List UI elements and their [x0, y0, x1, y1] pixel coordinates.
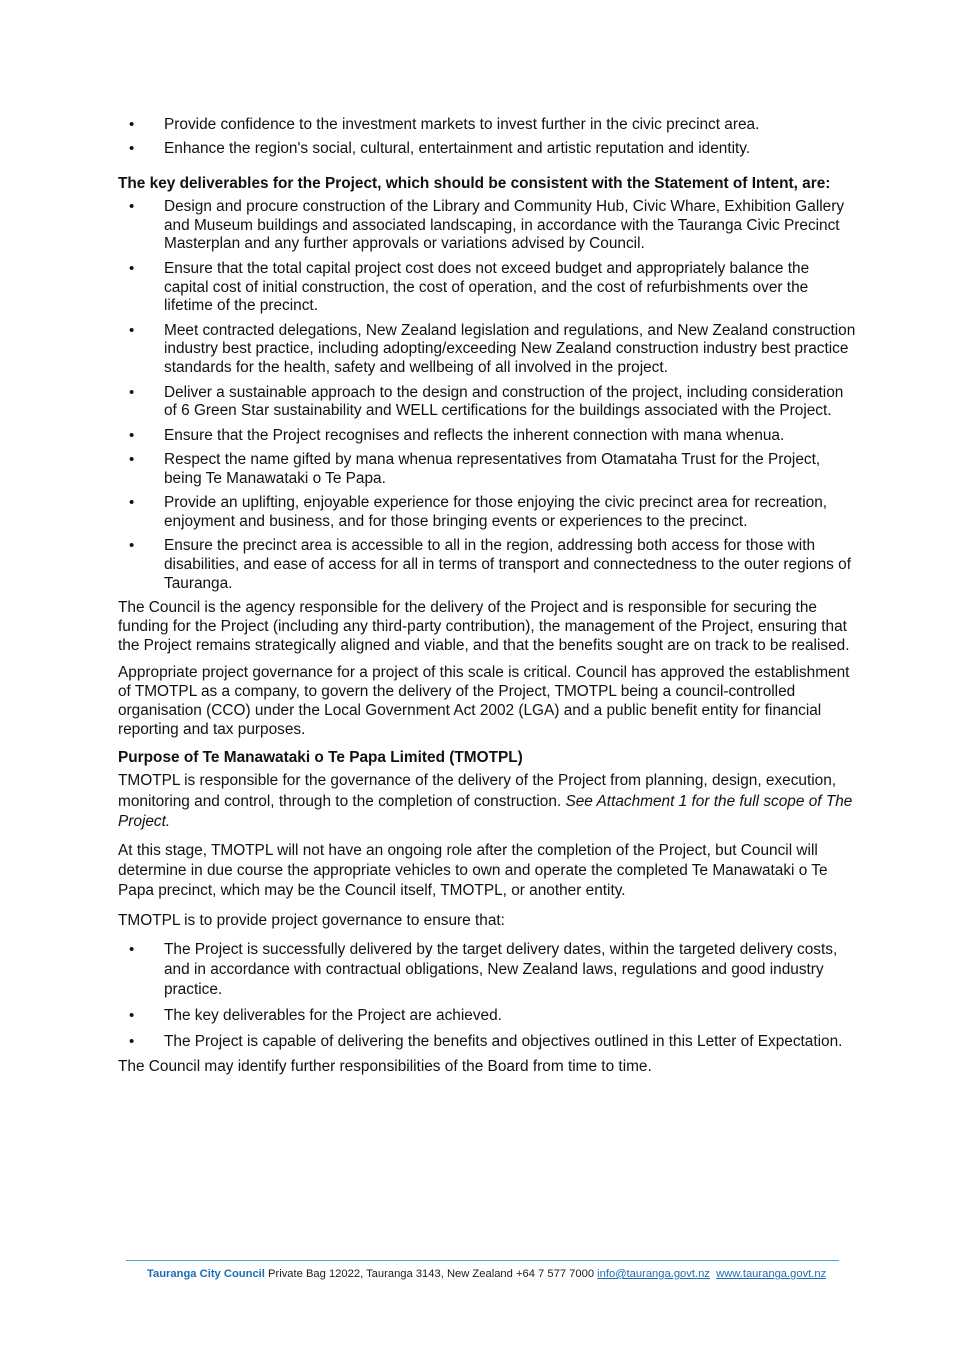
- list-item: • The key deliverables for the Project are achieved.: [118, 1006, 856, 1026]
- footer-address: Private Bag 12022, Tauranga 3143, New Zealand +64 7 577 7000: [268, 1268, 595, 1280]
- bullet-icon: •: [129, 1032, 135, 1050]
- page-footer: [147, 1268, 867, 1280]
- bullet-icon: •: [129, 426, 135, 444]
- list-item: • Ensure that the total capital project cost does not exceed budget and appropriately balance the capital cost of initial construction, the cost of operation, and the cost of refurbishments over the lifetime of the precinct.: [129, 259, 810, 315]
- footer-email-link[interactable]: info@tauranga.govt.nz: [597, 1268, 710, 1280]
- stage-paragraph: At this stage, TMOTPL will not have an ongoing role after the completion of the Project, but Council will determine in due course the appropriate vehicles to own and operate the completed Te Manawataki o Te Papa precinct, which may be the Council itself, TMOTPL, or another entity.: [118, 842, 828, 900]
- list-item: • Deliver a sustainable approach to the design and construction of the project, including consideration of 6 Green Star sustainability and WELL certifications for the buildings associated with the Project.: [129, 383, 844, 420]
- list-item: • Ensure the precinct area is accessible to all in the region, addressing both access for those with disabilities, and ease of access for all in terms of transport and connectedness to the outer regions of Tauranga.: [129, 537, 851, 592]
- ensure-bullet-list: [118, 940, 856, 1052]
- bullet-icon: •: [129, 1006, 135, 1024]
- bullet-icon: •: [129, 940, 135, 958]
- bullet-icon: •: [129, 197, 135, 215]
- list-item: • The Project is successfully delivered by the target delivery dates, within the targeted delivery costs, and in accordance with contractual obligations, New Zealand laws, regulations and good industry practice.: [129, 940, 838, 999]
- list-item: • Provide confidence to the investment markets to invest further in the civic precinct area.: [129, 116, 760, 133]
- deliverables-bullet-list: [118, 198, 856, 594]
- footer-org-name: Tauranga City Council: [147, 1268, 265, 1280]
- bullet-icon: •: [129, 259, 135, 277]
- intro-bullet-list: [118, 116, 856, 159]
- deliverables-heading: The key deliverables for the Project, which should be consistent with the Statement of Intent, are:: [118, 175, 831, 193]
- list-item: • Meet contracted delegations, New Zealand legislation and regulations, and New Zealand construction industry best practice, including adopting/exceeding New Zealand construction industry best practice standards for the health, safety and wellbeing of all involved in the project.: [129, 321, 856, 377]
- list-item: • Respect the name gifted by mana whenua representatives from Otamataha Trust for the Project, being Te Manawataki o Te Papa.: [129, 450, 821, 487]
- list-item: • Design and procure construction of the Library and Community Hub, Civic Whare, Exhibition Gallery and Museum buildings and associated landscaping, in accordance with the Tauranga Civic Precinct Masterplan and any further approvals or variations advised by Council.: [129, 197, 845, 253]
- bullet-icon: •: [129, 537, 135, 555]
- attachment-reference: See Attachment 1 for the full scope of The Project.: [118, 792, 853, 830]
- purpose-paragraph: TMOTPL is responsible for the governance of the delivery of the Project from planning, design, execution, monitoring and control, through to the completion of construction. See Attachment 1 for the full scope of The Project.: [118, 772, 853, 830]
- list-item: • The Project is capable of delivering the benefits and objectives outlined in this Letter of Expectation.: [118, 1032, 856, 1052]
- bullet-icon: •: [129, 116, 135, 133]
- list-item: • Enhance the region's social, cultural, entertainment and artistic reputation and identity.: [129, 140, 751, 158]
- purpose-heading: Purpose of Te Manawataki o Te Papa Limited (TMOTPL): [118, 748, 523, 766]
- document-body: [118, 116, 856, 1087]
- list-item: • Provide an uplifting, enjoyable experience for those enjoying the civic precinct area for recreation, enjoyment and business, and for those bringing events or experiences to the precinct.: [129, 494, 828, 530]
- list-item: • Ensure that the Project recognises and reflects the inherent connection with mana whenua.: [129, 426, 785, 444]
- bullet-icon: •: [129, 383, 135, 401]
- bullet-icon: •: [129, 140, 135, 158]
- ensure-paragraph: TMOTPL is to provide project governance to ensure that:: [118, 911, 505, 929]
- governance-paragraph: Appropriate project governance for a project of this scale is critical. Council has approved the establishment of TMOTPL as a company, to govern the delivery of the Project, TMOTPL being a council-controlled organisation (CCO) under the Local Government Act 2002 (LGA) and a public benefit entity for financial reporting and tax purposes.: [118, 664, 850, 738]
- bullet-icon: •: [129, 321, 135, 339]
- bullet-icon: •: [129, 450, 135, 468]
- footer-website-link[interactable]: www.tauranga.govt.nz: [716, 1268, 827, 1280]
- bullet-icon: •: [129, 494, 135, 512]
- footer-rule: [126, 1260, 839, 1261]
- final-paragraph: The Council may identify further responsibilities of the Board from time to time.: [118, 1058, 652, 1076]
- council-paragraph: The Council is the agency responsible for the delivery of the Project and is responsible for securing the funding for the Project (including any third-party contribution), the management of the Project, ensuring that the Project remains strategically aligned and viable, and that the benefits sought are on track to be realised.: [118, 599, 850, 654]
